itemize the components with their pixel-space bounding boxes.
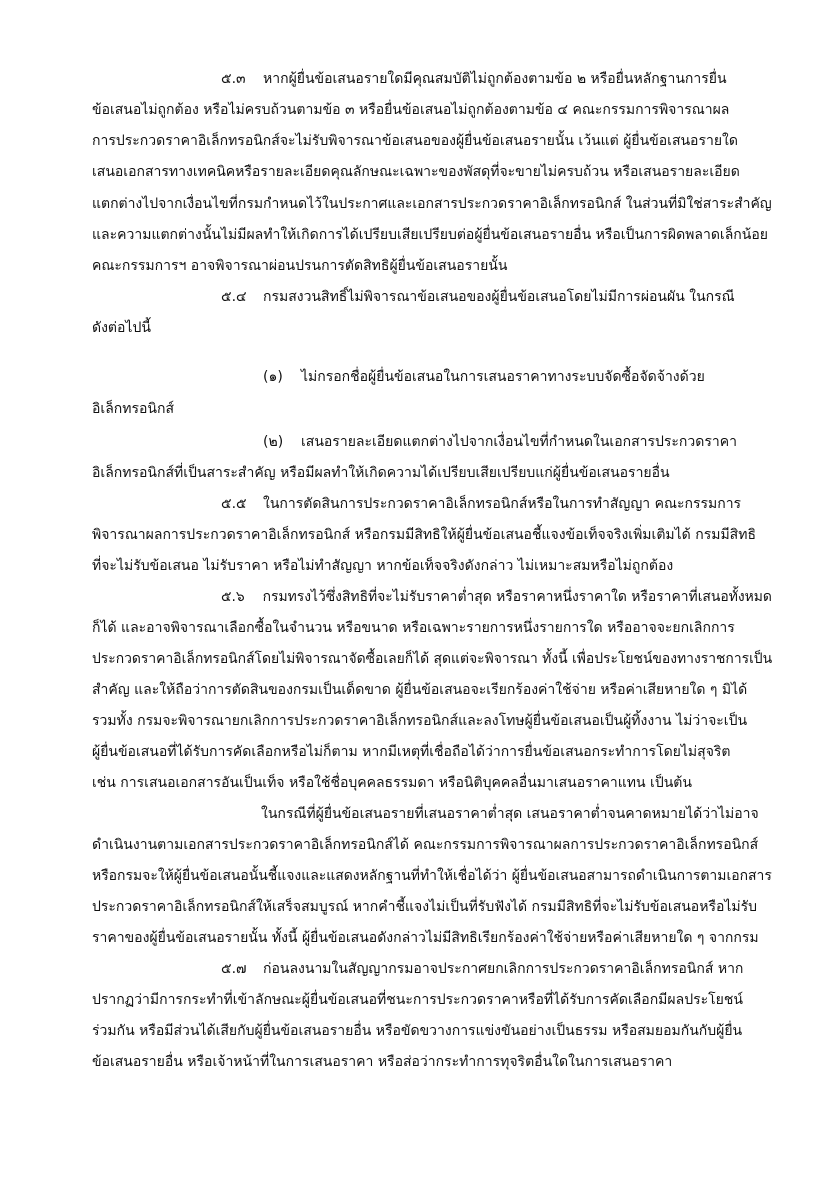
item-1-line-1: (๑) ไม่กรอกชื่อผู้ยื่นข้อเสนอในการเสนอราคาทางระบบจัดซื้อจัดจ้างด้วย	[263, 369, 705, 385]
para-5-6b-line-5: ราคาของผู้ยื่นข้อเสนอรายนั้น ทั้งนี้ ผู้ยื่นข้อเสนอดังกล่าวไม่มีสิทธิเรียกร้องค่าใช้จ่ายหรือค่าเสียหายใด ๆ จากกรม	[92, 930, 759, 946]
para-5-7-line-3: ร่วมกัน หรือมีส่วนได้เสียกับผู้ยื่นข้อเสนอรายอื่น หรือขัดขวางการแข่งขันอย่างเป็นธรรม หรือสมยอมกันกับผู้ยื่น	[92, 1023, 743, 1039]
para-5-5-line-2: พิจารณาผลการประกวดราคาอิเล็กทรอนิกส์ หรือกรมมีสิทธิให้ผู้ยื่นข้อเสนอชี้แจงข้อเท็จจริงเพิ่มเติมได้ กรมมีสิทธิ	[92, 527, 756, 543]
para-5-7-line-2: ปรากฏว่ามีการกระทำที่เข้าลักษณะผู้ยื่นข้อเสนอที่ชนะการประกวดราคาหรือที่ได้รับการคัดเลือกมีผลประโยชน์	[92, 992, 743, 1008]
section-number-5-4: ๕.๔	[221, 289, 247, 305]
para-5-5-line-1: ๕.๕ ในการตัดสินการประกวดราคาอิเล็กทรอนิกส์หรือในการทำสัญญา คณะกรรมการ	[221, 496, 742, 512]
para-5-7-line-4: ข้อเสนอรายอื่น หรือเจ้าหน้าที่ในการเสนอราคา หรือส่อว่ากระทำการทุจริตอื่นใดในการเสนอราคา	[92, 1054, 673, 1070]
para-5-3-line-6: และความแตกต่างนั้นไม่มีผลทำให้เกิดการได้เปรียบเสียเปรียบต่อผู้ยื่นข้อเสนอรายอื่น หรือเป็นการผิดพลาดเล็กน้อย	[92, 227, 768, 243]
section-number-5-7: ๕.๗	[221, 961, 247, 977]
para-5-3-line-3: การประกวดราคาอิเล็กทรอนิกส์จะไม่รับพิจารณาข้อเสนอของผู้ยื่นข้อเสนอรายนั้น เว้นแต่ ผู้ยื่นข้อเสนอรายใด	[92, 133, 738, 149]
para-5-6-line-3: ประกวดราคาอิเล็กทรอนิกส์โดยไม่พิจารณาจัดซื้อเลยก็ได้ สุดแต่จะพิจารณา ทั้งนี้ เพื่อประโยชน์ของทางราชการเป็น	[92, 651, 773, 667]
para-5-3-line-5: แตกต่างไปจากเงื่อนไขที่กรมกำหนดไว้ในประกาศและเอกสารประกวดราคาอิเล็กทรอนิกส์ ในส่วนที่มิใช่สาระสำคัญ	[92, 196, 772, 212]
item-2-line-2: อิเล็กทรอนิกส์ที่เป็นสาระสำคัญ หรือมีผลทำให้เกิดความได้เปรียบเสียเปรียบแก่ผู้ยื่นข้อเสนอรายอื่น	[92, 465, 670, 481]
para-5-6b-line-2: ดำเนินงานตามเอกสารประกวดราคาอิเล็กทรอนิกส์ได้ คณะกรรมการพิจารณาผลการประกวดราคาอิเล็กทรอนิกส์	[92, 837, 759, 853]
para-5-6-line-4: สำคัญ และให้ถือว่าการตัดสินของกรมเป็นเด็ดขาด ผู้ยื่นข้อเสนอจะเรียกร้องค่าใช้จ่าย หรือค่าเสียหายใด ๆ มิได้	[92, 682, 748, 698]
section-number-5-6: ๕.๖	[221, 589, 245, 605]
para-5-3-line-1: ๕.๓ หากผู้ยื่นข้อเสนอรายใดมีคุณสมบัติไม่ถูกต้องตามข้อ ๒ หรือยื่นหลักฐานการยื่น	[221, 71, 727, 87]
para-5-6-line-1: ๕.๖ กรมทรงไว้ซึ่งสิทธิที่จะไม่รับราคาต่ำสุด หรือราคาหนึ่งราคาใด หรือราคาที่เสนอทั้งหมด	[221, 589, 772, 605]
para-5-6b-line-4: ประกวดราคาอิเล็กทรอนิกส์ให้เสร็จสมบูรณ์ หากคำชี้แจงไม่เป็นที่รับฟังได้ กรมมีสิทธิที่จะไม่รับข้อเสนอหรือไม่รับ	[92, 899, 758, 915]
item-1-line-2: อิเล็กทรอนิกส์	[92, 401, 174, 417]
para-5-7-line-1: ๕.๗ ก่อนลงนามในสัญญากรมอาจประกาศยกเลิกการประกวดราคาอิเล็กทรอนิกส์ หาก	[221, 961, 744, 977]
para-5-3-line-4: เสนอเอกสารทางเทคนิคหรือรายละเอียดคุณลักษณะเฉพาะของพัสดุที่จะขายไม่ครบถ้วน หรือเสนอรายละเอียด	[92, 164, 740, 180]
item-2-line-1: (๒) เสนอรายละเอียดแตกต่างไปจากเงื่อนไขที่กำหนดในเอกสารประกวดราคา	[263, 434, 737, 450]
para-5-4-line-1: ๕.๔ กรมสงวนสิทธิ์ไม่พิจารณาข้อเสนอของผู้ยื่นข้อเสนอโดยไม่มีการผ่อนผัน ในกรณี	[221, 289, 735, 305]
section-number-5-5: ๕.๕	[221, 496, 247, 512]
para-5-6b-line-1: ในกรณีที่ผู้ยื่นข้อเสนอรายที่เสนอราคาต่ำสุด เสนอราคาต่ำจนคาดหมายได้ว่าไม่อาจ	[261, 806, 759, 822]
para-5-6-line-5: รวมทั้ง กรมจะพิจารณายกเลิกการประกวดราคาอิเล็กทรอนิกส์และลงโทษผู้ยื่นข้อเสนอเป็นผู้ทิ้งงาน ไม่ว่าจะเป็น	[92, 713, 748, 729]
item-number-2: (๒)	[263, 434, 284, 450]
para-5-5-line-3: ที่จะไม่รับข้อเสนอ ไม่รับราคา หรือไม่ทำสัญญา หากข้อเท็จจริงดังกล่าว ไม่เหมาะสมหรือไม่ถูกต้อง	[92, 558, 674, 574]
para-5-4-line-2: ดังต่อไปนี้	[92, 320, 151, 336]
para-5-6-line-2: ก็ได้ และอาจพิจารณาเลือกซื้อในจำนวน หรือขนาด หรือเฉพาะรายการหนึ่งรายการใด หรืออาจจะยกเลิกการ	[92, 620, 735, 636]
para-5-3-line-7: คณะกรรมการฯ อาจพิจารณาผ่อนปรนการตัดสิทธิผู้ยื่นข้อเสนอรายนั้น	[92, 258, 508, 274]
para-5-6-line-6: ผู้ยื่นข้อเสนอที่ได้รับการคัดเลือกหรือไม่ก็ตาม หากมีเหตุที่เชื่อถือได้ว่าการยื่นข้อเสนอกระทำการโดยไม่สุจริต	[92, 744, 731, 760]
item-number-1: (๑)	[263, 369, 283, 385]
section-number-5-3: ๕.๓	[221, 71, 246, 87]
para-5-6-line-7: เช่น การเสนอเอกสารอันเป็นเท็จ หรือใช้ชื่อบุคคลธรรมดา หรือนิติบุคคลอื่นมาเสนอราคาแทน เป็นต้น	[92, 775, 692, 791]
para-5-6b-line-3: หรือกรมจะให้ผู้ยื่นข้อเสนอนั้นชี้แจงและแสดงหลักฐานที่ทำให้เชื่อได้ว่า ผู้ยื่นข้อเสนอสามารถดำเนินการตามเอกสาร	[92, 868, 772, 884]
para-5-3-line-2: ข้อเสนอไม่ถูกต้อง หรือไม่ครบถ้วนตามข้อ ๓ หรือยื่นข้อเสนอไม่ถูกต้องตามข้อ ๔ คณะกรรมการพิจารณาผล	[92, 102, 730, 118]
